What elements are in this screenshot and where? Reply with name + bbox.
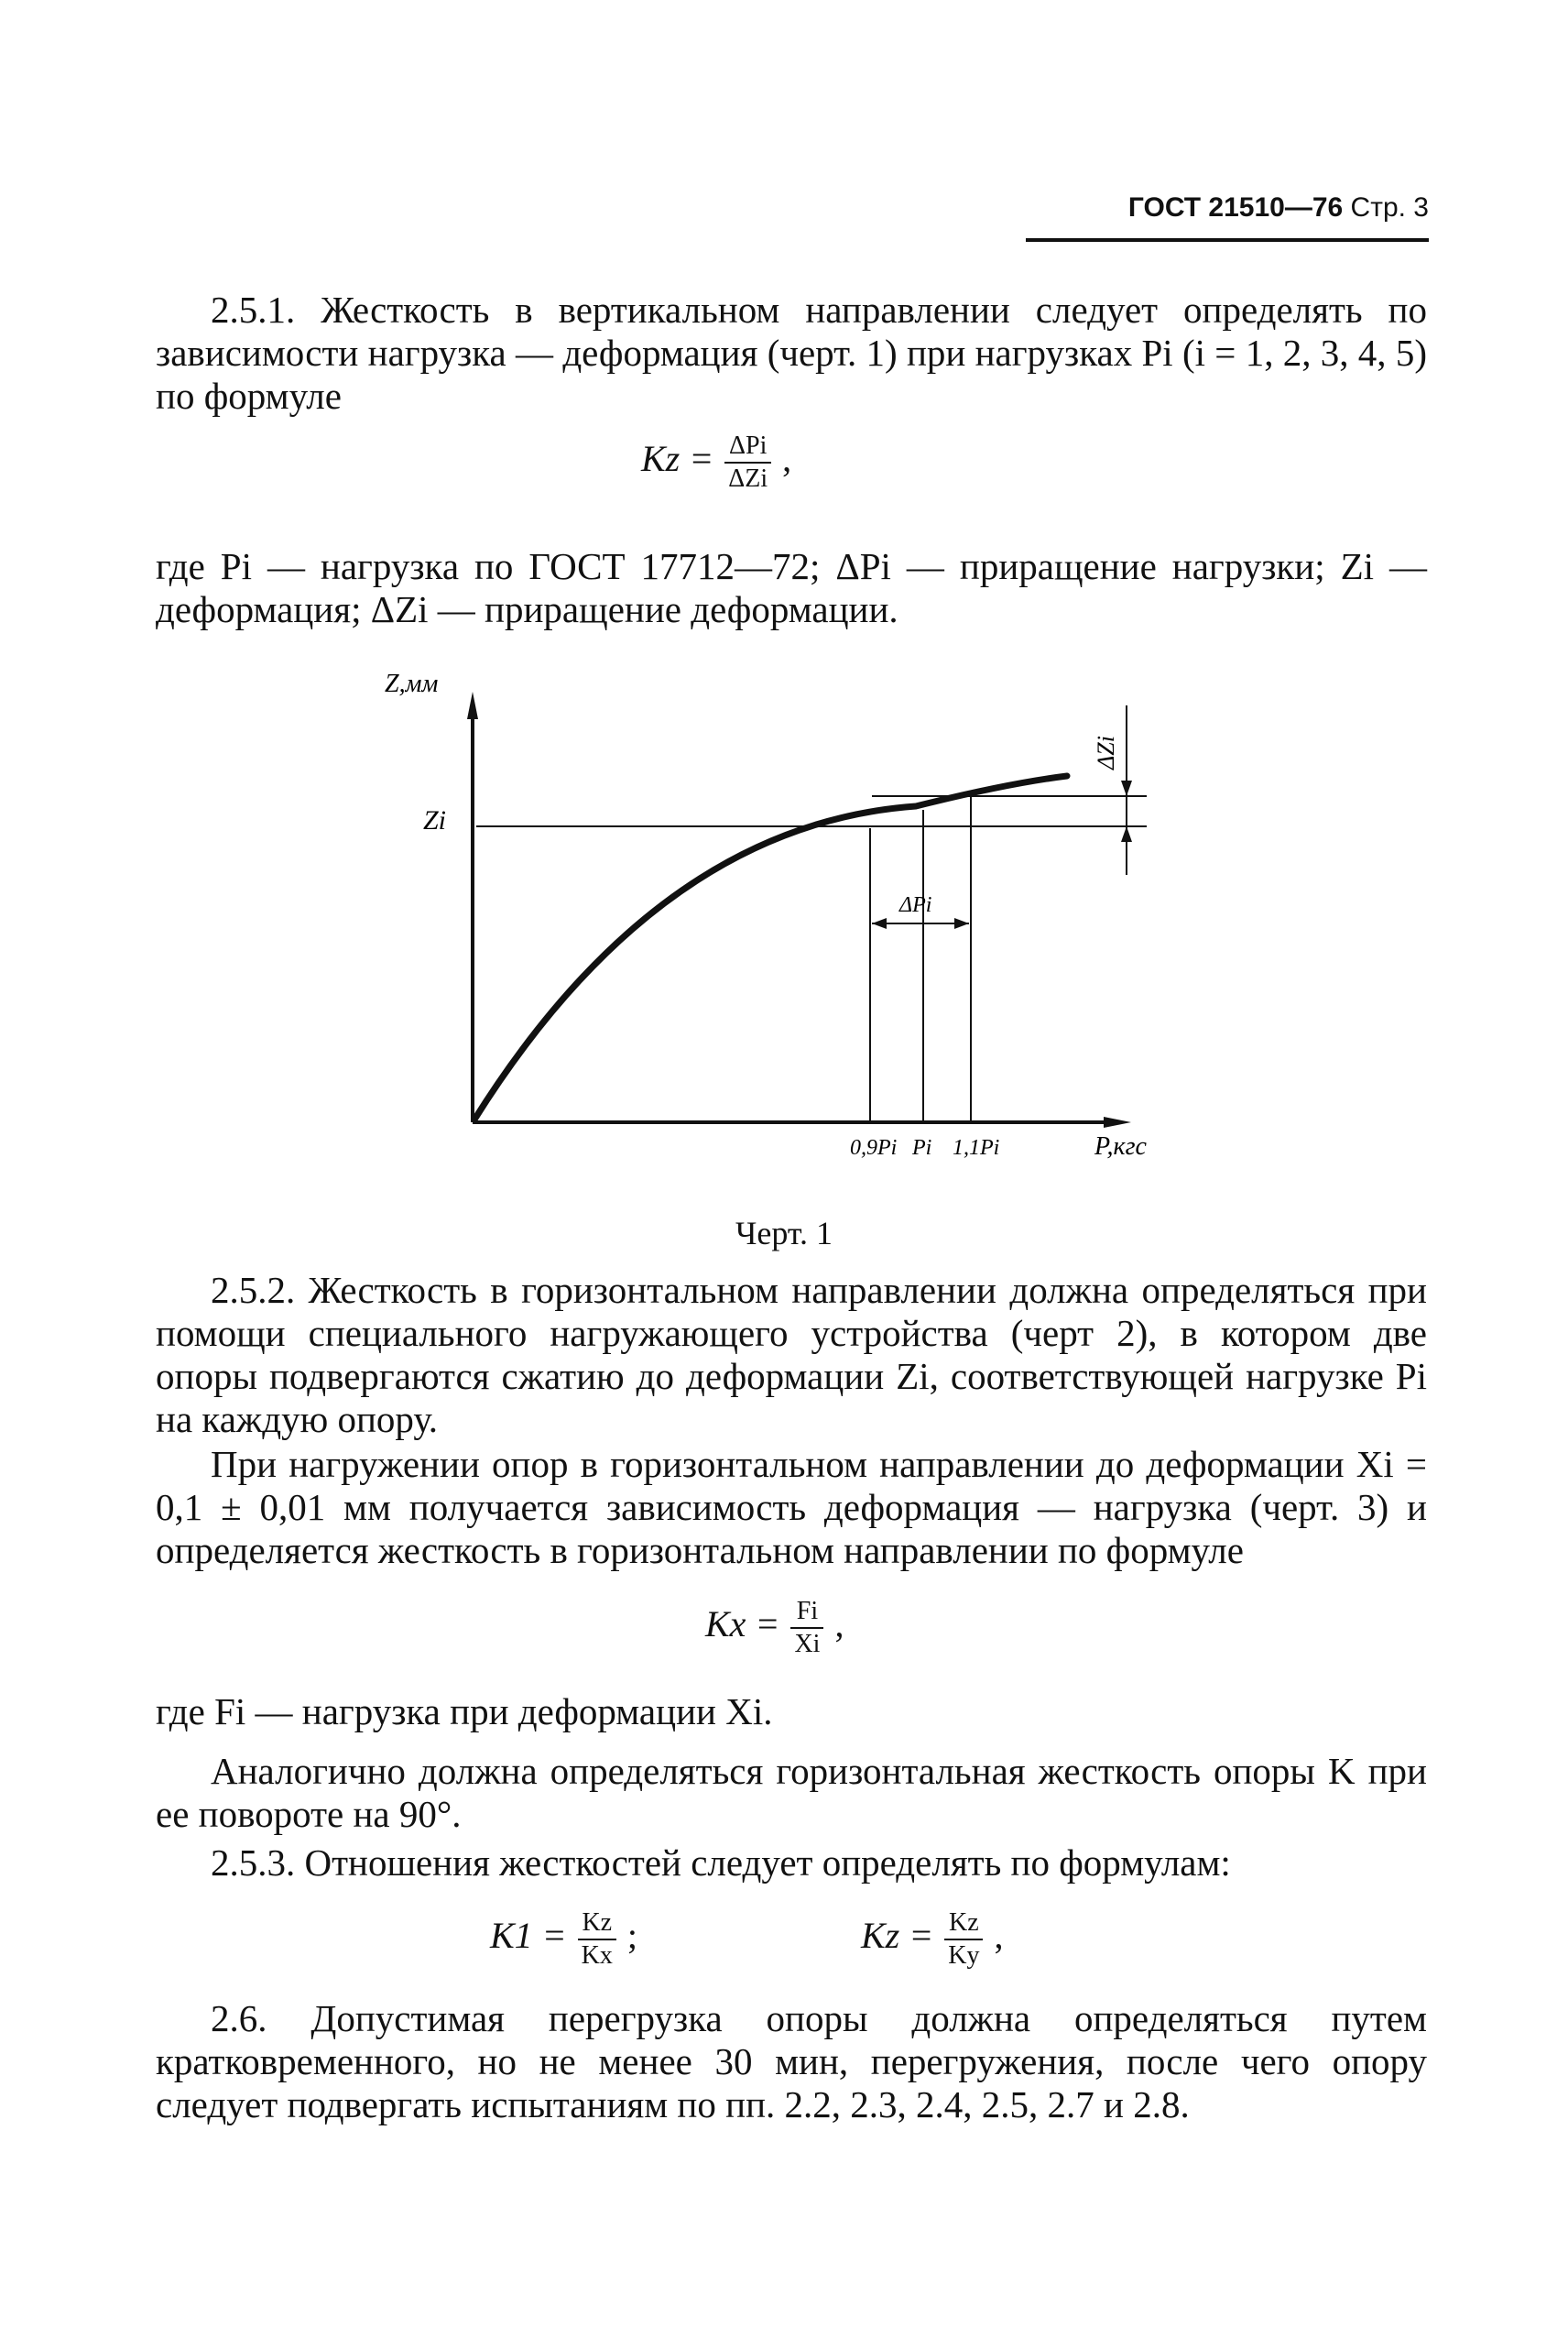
x-axis-label: P,кгс	[1094, 1132, 1147, 1161]
delta-p-label: ΔPi	[899, 893, 932, 917]
paragraph-2-6: 2.6. Допустимая перегрузка опоры должна определяться путем кратковременного, но не менее 30 мин, перегружения, после чего опору следует подвергать испытаниям по пп. 2.2, 2.3, 2.4, 2.5, 2.7 и 2.8.	[156, 1997, 1427, 2125]
y-axis-arrow	[467, 692, 478, 719]
paragraph-2-5-2: 2.5.2. Жесткость в горизонтальном направлении должна определяться при помощи специального нагружающего устройства (черт 2), в котором две опоры подвергаются сжатию до деформации Zi, соответствующей нагрузке Pi на каждую опору.	[156, 1269, 1427, 1440]
tick-label-09pi: 0,9Pi	[850, 1136, 898, 1160]
zi-label: Zi	[423, 805, 447, 836]
formula-k1	[490, 1907, 637, 1972]
formula-kx-tail: ,	[834, 1603, 844, 1645]
tick-label-pi: Pi	[912, 1136, 932, 1160]
delta-z-label: ΔZi	[1093, 736, 1119, 770]
formula-kz-numerator: ΔPi	[724, 431, 771, 464]
formula-kz-ratio-numerator: Kz	[944, 1907, 983, 1940]
formula-kz-denominator: ΔZi	[728, 464, 768, 493]
page-number: Стр. 3	[1350, 192, 1429, 223]
formula-kx	[705, 1596, 844, 1660]
formula-k1-denominator: Kx	[581, 1941, 613, 1970]
formula-k1-fraction	[578, 1907, 616, 1972]
formula-kz-lhs: Kz =	[641, 438, 714, 480]
formula-k1-numerator: Kz	[578, 1907, 616, 1940]
formula-kz-ratio-denominator: Ky	[948, 1941, 980, 1970]
paragraph-2-5-1: 2.5.1. Жесткость в вертикальном направлении следует определять по зависимости нагрузка — деформация (черт. 1) при нагрузках Pi (i = 1, 2, 3, 4, 5) по формуле	[156, 289, 1427, 417]
delta-z-arrow-top	[1121, 781, 1132, 796]
x-axis-arrow	[1104, 1117, 1131, 1128]
load-deformation-curve	[474, 776, 1067, 1120]
formula-kz-ratio-fraction	[944, 1907, 983, 1972]
y-axis-label: Z,мм	[385, 670, 439, 698]
delta-p-arrow-left	[872, 918, 887, 929]
formula-kx-denominator: Xi	[794, 1630, 821, 1658]
figure-caption: Черт. 1	[735, 1215, 833, 1251]
definitions-1: где Pi — нагрузка по ГОСТ 17712—72; ΔPi — приращение нагрузки; Zi — деформация; ΔZi — приращение деформации.	[156, 545, 1427, 630]
formula-kx-lhs: Kx =	[705, 1603, 780, 1645]
formula-kz-ratio-lhs: Kz =	[861, 1915, 934, 1957]
paragraph-2-5-2-b: При нагружении опор в горизонтальном направлении до деформации Xi = 0,1 ± 0,01 мм получается зависимость деформация — нагрузка (черт. 3) и определяется жесткость в горизонтальном направлении по формуле	[156, 1443, 1427, 1571]
formula-k1-sep: ;	[626, 1915, 638, 1957]
definitions-2: где Fi — нагрузка при деформации Xi.	[156, 1690, 773, 1732]
formula-kz-ratio-tail: ,	[994, 1915, 1004, 1957]
tick-label-11pi: 1,1Pi	[953, 1136, 1000, 1160]
paragraph-2-5-3: 2.5.3. Отношения жесткостей следует определять по формулам:	[211, 1841, 1231, 1884]
formula-kz-ratio	[861, 1907, 1003, 1972]
standard-number: ГОСТ 21510—76	[1127, 192, 1344, 223]
formula-kz-tail: ,	[782, 438, 792, 480]
formula-kx-fraction	[790, 1596, 823, 1660]
delta-p-arrow-right	[954, 918, 969, 929]
paragraph-analog: Аналогично должна определяться горизонтальная жесткость опоры K при ее повороте на 90°.	[156, 1750, 1427, 1835]
delta-z-arrow-bottom	[1121, 826, 1132, 842]
formula-kx-numerator: Fi	[790, 1596, 823, 1629]
formula-k1-lhs: K1 =	[490, 1915, 567, 1957]
